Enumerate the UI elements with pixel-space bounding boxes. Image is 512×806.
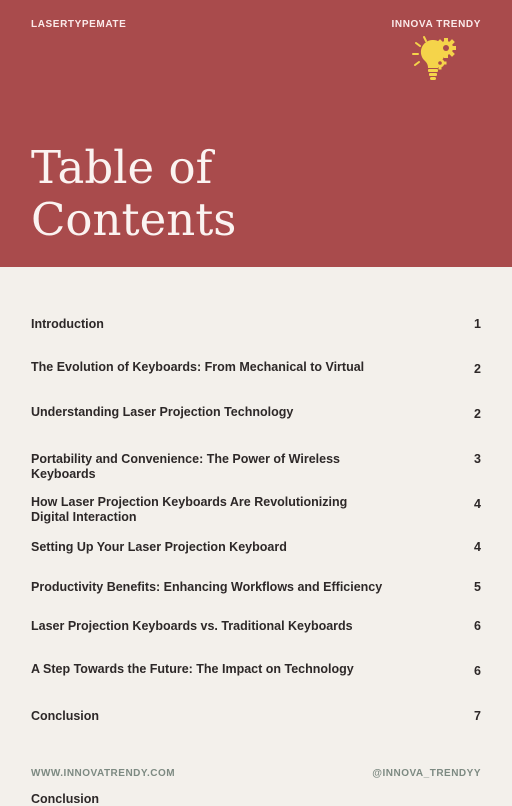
toc-entry-page: 4 [474,540,481,554]
cut-off-heading: Conclusion [31,792,100,806]
toc-entry[interactable] [31,619,481,653]
toc-entry-page: 3 [474,452,481,466]
toc-entry[interactable] [31,317,481,351]
toc-entry-title: The Evolution of Keyboards: From Mechanical to Virtual [31,360,365,374]
toc-entry-title: Setting Up Your Laser Projection Keyboard [31,540,287,554]
footer-website[interactable]: WWW.INNOVATRENDY.COM [31,768,176,779]
toc-entry-page: 2 [474,362,481,376]
company-name: INNOVA TRENDY [391,19,481,30]
toc-entry-page: 6 [474,619,481,633]
brand-name: LASERTYPEMATE [31,19,127,30]
toc-entry[interactable] [31,452,481,486]
title-line-1: Table of [31,141,213,194]
title-line-2: Contents [31,193,237,246]
toc-entry-title: Laser Projection Keyboards vs. Traditional Keyboards [31,619,353,633]
toc-entry[interactable] [31,495,481,529]
toc-entry[interactable] [31,709,481,743]
toc-entry[interactable] [31,360,481,394]
toc-entry[interactable] [31,540,481,574]
toc-entry-title: Productivity Benefits: Enhancing Workflows and Efficiency [31,580,383,594]
toc-entry-page: 7 [474,709,481,723]
toc-entry-title: How Laser Projection Keyboards Are Revolutionizing Digital Interaction [31,495,348,524]
toc-entry-title: Conclusion [31,709,100,723]
footer-social-handle[interactable]: @INNOVA_TRENDYY [372,768,481,779]
toc-entry[interactable] [31,662,481,696]
toc-entry[interactable] [31,405,481,439]
toc-entry-title: Introduction [31,317,104,331]
toc-entry-page: 1 [474,317,481,331]
toc-entry-title: Understanding Laser Projection Technology [31,405,294,419]
toc-entry-title: A Step Towards the Future: The Impact on Technology [31,662,354,676]
toc-entry-page: 5 [474,580,481,594]
toc-entry-page: 6 [474,664,481,678]
toc-entry-page: 2 [474,407,481,421]
toc-entry[interactable] [31,580,481,614]
toc-entry-page: 4 [474,497,481,511]
toc-entry-title: Portability and Convenience: The Power of Wireless Keyboards [31,452,340,481]
